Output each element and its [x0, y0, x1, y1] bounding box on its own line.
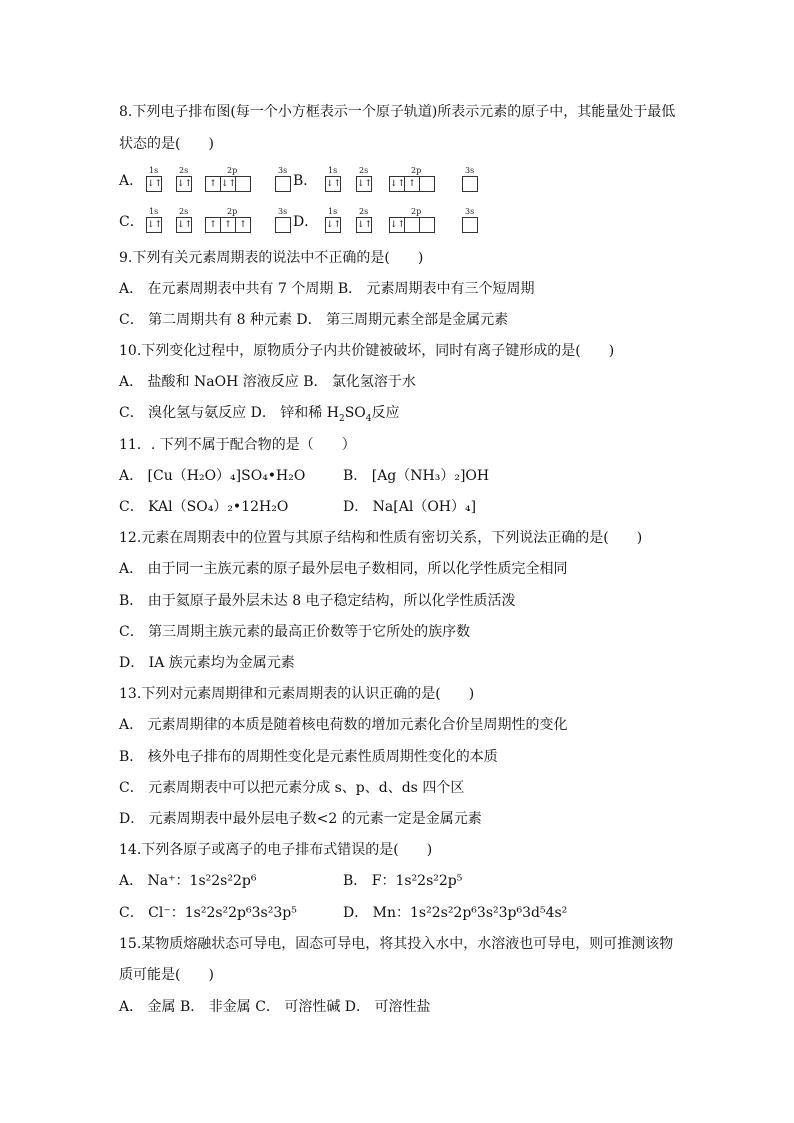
q12-stem: 12.元素在周期表中的位置与其原子结构和性质有密切关系，下列说法正确的是( ) — [119, 530, 643, 546]
q10-options-line2 — [119, 404, 400, 422]
orbital-label: 3s — [465, 207, 475, 216]
orbital-boxes — [462, 217, 478, 233]
orbital-boxes — [389, 176, 435, 192]
orbital-boxes — [176, 217, 192, 233]
orbital-box — [235, 176, 251, 192]
orbital-label: 2s — [179, 166, 189, 175]
q10-text: SO — [344, 405, 366, 421]
q8-option-b-label: B． — [293, 173, 318, 189]
q14-stem: 14.下列各原子或离子的电子排布式错误的是( ) — [119, 842, 433, 858]
orbital-label: 1s — [149, 166, 159, 175]
q8-stem-line1: 8.下列电子排布图(每一个小方框表示一个原子轨道)所表示元素的原子中，其能量处于最低 — [119, 104, 676, 120]
orbital-box: ↑ — [235, 217, 251, 233]
q10-text: C． 溴化氢与氨反应 D． 锌和稀 H — [119, 405, 339, 421]
orbital-boxes — [275, 217, 291, 233]
q8-option-c-label: C． — [119, 214, 144, 230]
orbital-boxes — [146, 217, 162, 233]
orbital-box: ↓↑ — [146, 176, 162, 192]
q13-option-c: C． 元素周期表中可以把元素分成 s、p、d、ds 四个区 — [119, 780, 465, 796]
orbital-label: 2p — [411, 166, 422, 175]
orbital-box — [275, 217, 291, 233]
orbital-box: ↑ — [205, 176, 221, 192]
orbital-boxes — [462, 176, 478, 192]
orbital-label: 1s — [328, 166, 338, 175]
q12-option-a: A． 由于同一主族元素的原子最外层电子数相同，所以化学性质完全相同 — [119, 561, 568, 577]
q13-stem: 13.下列对元素周期律和元素周期表的认识正确的是( ) — [119, 686, 475, 702]
orbital-boxes — [205, 217, 251, 233]
q12-option-b: B． 由于氦原子最外层未达 8 电子稳定结构，所以化学性质活泼 — [119, 593, 516, 609]
orbital-box: ↓↑ — [389, 217, 405, 233]
q8-stem-line2: 状态的是( ) — [119, 136, 214, 152]
orbital-box: ↓↑ — [325, 176, 341, 192]
orbital-box: ↓↑ — [176, 176, 192, 192]
orbital-box — [462, 217, 478, 233]
q15-options: A． 金属 B． 非金属 C． 可溶性碱 D． 可溶性盐 — [119, 999, 431, 1015]
q10-subscript: 4 — [365, 413, 372, 424]
orbital-box — [404, 217, 420, 233]
orbital-box: ↓↑ — [176, 217, 192, 233]
orbital-boxes — [275, 176, 291, 192]
orbital-boxes — [146, 176, 162, 192]
orbital-boxes — [356, 217, 372, 233]
q14-option-d: D． Mn：1s²2s²2p⁶3s²3p⁶3d⁵4s² — [343, 905, 568, 921]
orbital-boxes — [356, 176, 372, 192]
orbital-box: ↓↑ — [325, 217, 341, 233]
q14-option-b: B． F：1s²2s²2p⁵ — [343, 873, 463, 889]
orbital-box: ↓↑ — [356, 176, 372, 192]
orbital-boxes — [325, 176, 341, 192]
q8-option-d-label: D． — [293, 214, 319, 230]
q11-option-c: C． KAl（SO₄）₂•12H₂O — [119, 499, 289, 515]
orbital-box — [462, 176, 478, 192]
orbital-box: ↓↑ — [389, 176, 405, 192]
q13-option-d: D． 元素周期表中最外层电子数<2 的元素一定是金属元素 — [119, 811, 482, 827]
q9-options-line2: C． 第二周期共有 8 种元素 D． 第三周期元素全部是金属元素 — [119, 312, 509, 328]
q10-subscript: 2 — [338, 413, 345, 424]
orbital-label: 2s — [359, 207, 369, 216]
q14-option-a: A． Na⁺：1s²2s²2p⁶ — [119, 873, 257, 889]
orbital-box: ↑ — [404, 176, 420, 192]
orbital-label: 2p — [227, 166, 238, 175]
orbital-label: 2p — [411, 207, 422, 216]
q11-stem: 11．. 下列不属于配合物的是（ ） — [119, 437, 356, 453]
orbital-label: 2p — [227, 207, 238, 216]
orbital-box: ↑ — [220, 217, 236, 233]
orbital-label: 3s — [465, 166, 475, 175]
orbital-label: 3s — [278, 166, 288, 175]
orbital-boxes — [205, 176, 251, 192]
q9-stem: 9.下列有关元素周期表的说法中不正确的是( ) — [119, 250, 424, 266]
orbital-label: 3s — [278, 207, 288, 216]
orbital-boxes — [176, 176, 192, 192]
q9-options-line1: A． 在元素周期表中共有 7 个周期 B． 元素周期表中有三个短周期 — [119, 281, 535, 297]
q10-options-line1: A． 盐酸和 NaOH 溶液反应 B． 氯化氢溶于水 — [119, 374, 416, 390]
orbital-boxes — [325, 217, 341, 233]
orbital-label: 1s — [149, 207, 159, 216]
q12-option-c: C． 第三周期主族元素的最高正价数等于它所处的族序数 — [119, 624, 471, 640]
q15-stem-line2: 质可能是( ) — [119, 967, 214, 983]
orbital-box: ↓↑ — [220, 176, 236, 192]
q10-text: 反应 — [371, 405, 400, 421]
orbital-box — [419, 217, 435, 233]
orbital-box — [275, 176, 291, 192]
q10-stem: 10.下列变化过程中，原物质分子内共价键被破坏，同时有离子键形成的是( ) — [119, 343, 615, 359]
q14-option-c: C． Cl⁻：1s²2s²2p⁶3s²3p⁵ — [119, 905, 297, 921]
q13-option-b: B． 核外电子排布的周期性变化是元素性质周期性变化的本质 — [119, 749, 498, 765]
orbital-box: ↓↑ — [356, 217, 372, 233]
q8-option-a-label: A． — [119, 173, 144, 189]
orbital-box — [419, 176, 435, 192]
q15-stem-line1: 15.某物质熔融状态可导电，固态可导电，将其投入水中，水溶液也可导电，则可推测该物 — [119, 936, 674, 952]
q13-option-a: A． 元素周期律的本质是随着核电荷数的增加元素化合价呈周期性的变化 — [119, 717, 568, 733]
orbital-box: ↓↑ — [146, 217, 162, 233]
orbital-label: 2s — [179, 207, 189, 216]
orbital-box: ↑ — [205, 217, 221, 233]
orbital-boxes — [389, 217, 435, 233]
q11-option-d: D． Na[Al（OH）₄] — [343, 499, 477, 515]
orbital-label: 1s — [328, 207, 338, 216]
q11-option-b: B． [Ag（NH₃）₂]OH — [343, 468, 490, 484]
q12-option-d: D． ⅠA 族元素均为金属元素 — [119, 655, 295, 671]
orbital-label: 2s — [359, 166, 369, 175]
q11-option-a: A． [Cu（H₂O）₄]SO₄•H₂O — [119, 468, 306, 484]
